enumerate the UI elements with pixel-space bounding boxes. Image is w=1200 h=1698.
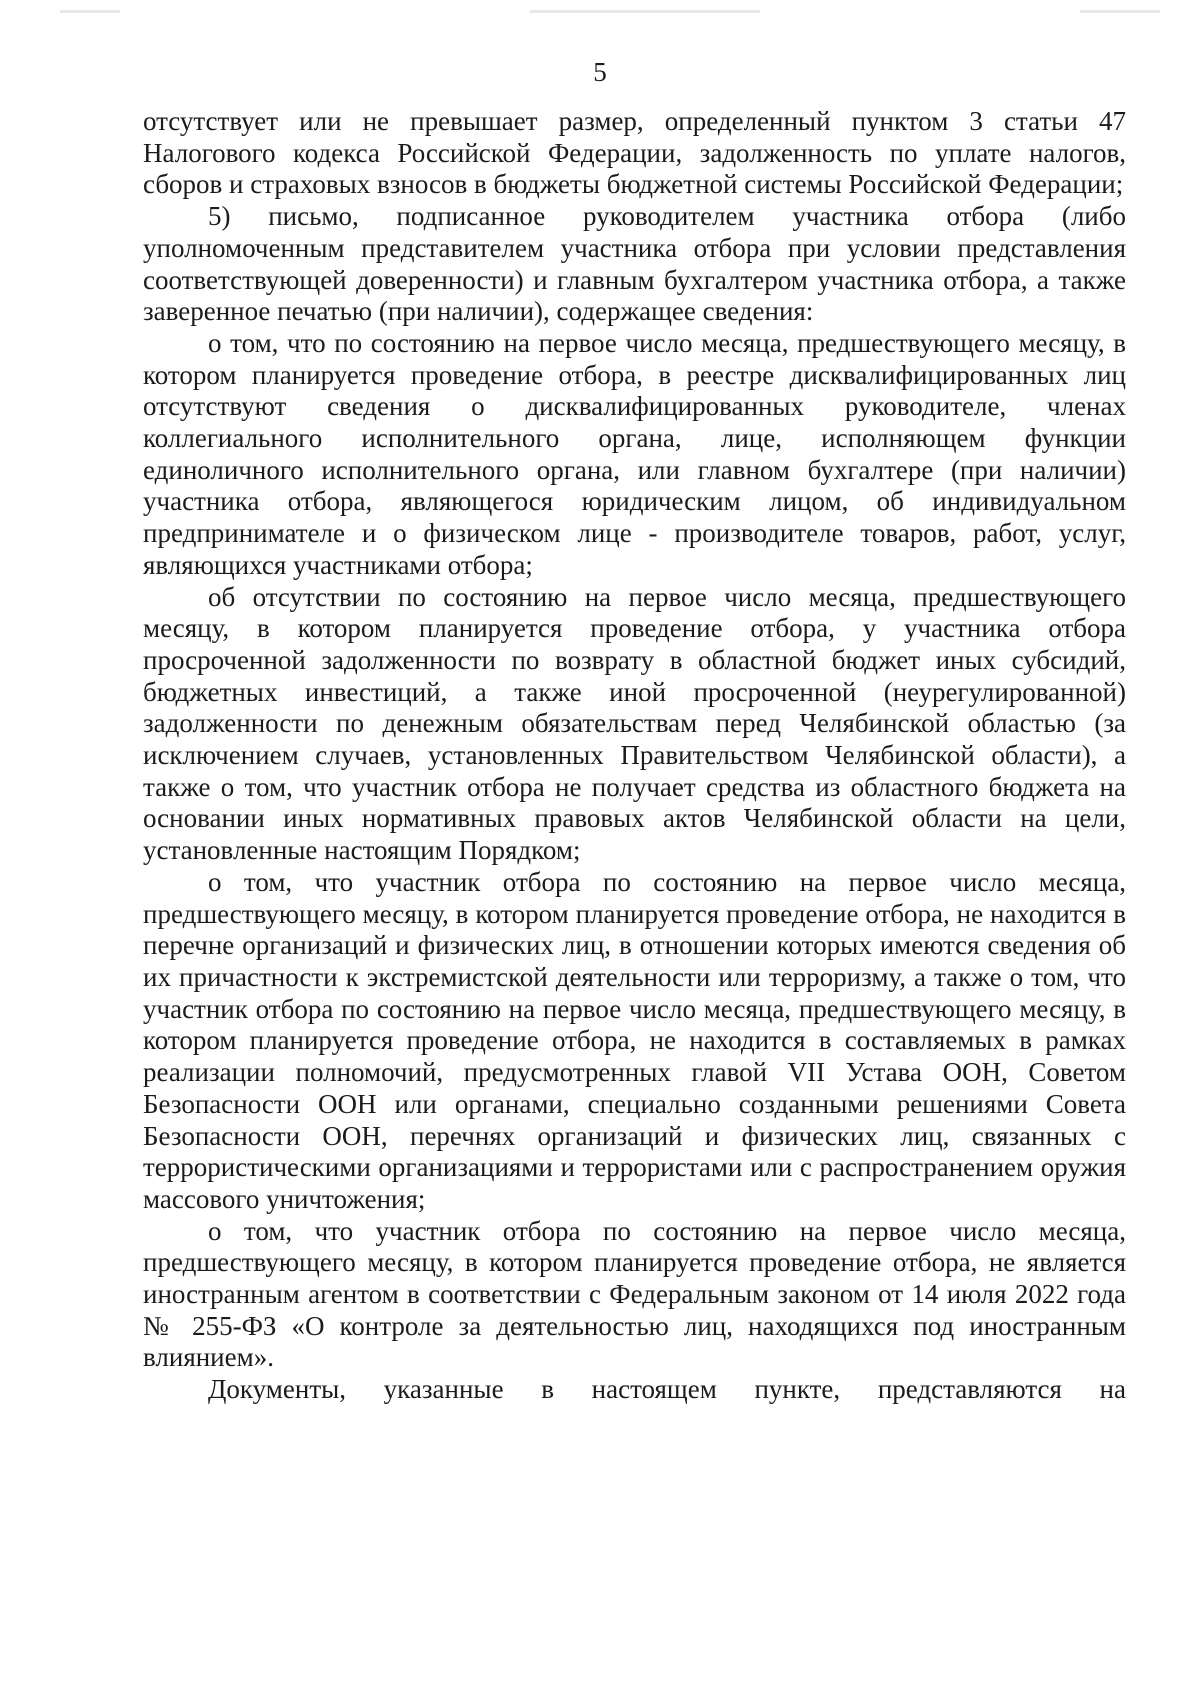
document-body [143, 106, 1126, 1406]
paragraph-extremism-terrorism: о том, что участник отбора по состоянию на первое число месяца, предшествующего месяцу, в котором планируется проведение отбора, не находится в перечне организаций и физических лиц, в отношении которых имеются сведения об их причастности к экстремистской деятельности или терроризму, а также о том, что участник отбора по состоянию на первое число месяца, предшествующего месяцу, в котором планируется проведение отбора, не находится в составляемых в рамках реализации полномочий, предусмотренных главой VII Устава ООН, Советом Безопасности ООН или органами, специально созданными решениями Совета Безопасности ООН, перечнях организаций и физических лиц, связанных с террористическими организациями и террористами или с распространением оружия массового уничтожения; [143, 866, 1126, 1214]
paragraph-tax-debt: отсутствует или не превышает размер, определенный пунктом 3 статьи 47 Налогового кодекса Российской Федерации, задолженность по уплате налогов, сборов и страховых взносов в бюджеты бюджетной системы Российской Федерации; [143, 106, 1126, 200]
paragraph-disqualified-persons: о том, что по состоянию на первое число месяца, предшествующего месяцу, в котором планируется проведение отбора, в реестре дисквалифицированных лиц отсутствуют сведения о дисквалифицированных руководителе, членах коллегиального исполнительного органа, лице, исполняющем функции единоличного исполнительного органа, или главном бухгалтере (при наличии) участника отбора, являющегося юридическим лицом, об индивидуальном предпринимателе и о физическом лице - производителе товаров, работ, услуг, являющихся участниками отбора; [143, 327, 1126, 580]
paragraph-overdue-debt: об отсутствии по состоянию на первое число месяца, предшествующего месяцу, в котором планируется проведение отбора, у участника отбора просроченной задолженности по возврату в областной бюджет иных субсидий, бюджетных инвестиций, а также иной просроченной (неурегулированной) задолженности по денежным обязательствам перед Челябинской областью (за исключением случаев, установленных Правительством Челябинской области), а также о том, что участник отбора не получает средства из областного бюджета на основании иных нормативных правовых актов Челябинской области на цели, установленные настоящим Порядком; [143, 581, 1126, 866]
paragraph-documents-submitted: Документы, указанные в настоящем пункте, представляются на [208, 1374, 1126, 1405]
page-number: 5 [593, 57, 607, 87]
scan-artifact [530, 10, 760, 13]
scan-artifact [1080, 10, 1160, 13]
paragraph-letter-item-5: 5) письмо, подписанное руководителем участника отбора (либо уполномоченным представителем участника отбора при условии представления соответствующей доверенности) и главным бухгалтером участника отбора, а также заверенное печатью (при наличии), содержащее сведения: [143, 201, 1126, 327]
scan-artifact [60, 10, 120, 13]
paragraph-foreign-agent: о том, что участник отбора по состоянию на первое число месяца, предшествующего месяцу, в котором планируется проведение отбора, не является иностранным агентом в соответствии с Федеральным законом от 14 июля 2022 года № 255-ФЗ «О контроле за деятельностью лиц, находящихся под иностранным влиянием». [143, 1215, 1126, 1373]
